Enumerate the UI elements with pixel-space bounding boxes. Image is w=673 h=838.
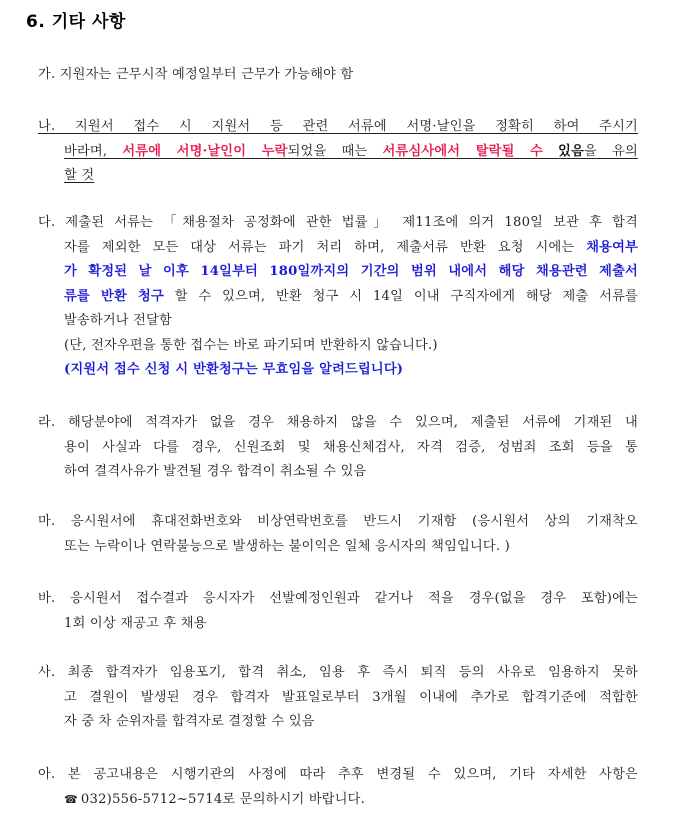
item-ma bbox=[38, 510, 638, 559]
item-na-emphasis: 있음 bbox=[558, 143, 585, 159]
item-da-note: (단, 전자우편을 통한 접수는 바로 파기되며 반환하지 않습니다.) bbox=[64, 337, 438, 353]
item-ba-line-2: 1회 이상 재공고 후 채용 bbox=[64, 615, 207, 631]
item-na bbox=[38, 115, 638, 189]
telephone-icon: ☎ bbox=[64, 792, 78, 806]
item-ma-line-2: 또는 누락이나 연락불능으로 발생하는 불이익은 일체 응시자의 책임입니다. ) bbox=[64, 538, 510, 554]
missing-signature-warning: 서류에 서명·날인이 누락 bbox=[122, 143, 288, 159]
item-na-line-1: 나. 지원서 접수 시 지원서 등 관련 서류에 서명·날인을 정확히 하여 주시기 bbox=[38, 119, 638, 134]
item-a-line-2 bbox=[38, 788, 638, 813]
item-ra-line-3: 하여 결격사유가 발견될 경우 합격이 취소될 수 있음 bbox=[64, 464, 367, 479]
item-na-space bbox=[543, 144, 558, 159]
item-ga bbox=[38, 63, 638, 88]
item-da-text: 할 수 있으며, 반환 청구 시 14일 이내 구직자에게 해당 제출 서류를 bbox=[163, 288, 638, 304]
item-sa-line-3: 자 중 차 순위자를 합격자로 결정할 수 있음 bbox=[64, 714, 315, 729]
item-a bbox=[38, 763, 638, 812]
item-da-line-3: 가 확정된 날 이후 14일부터 180일까지의 기간의 범위 내에서 해당 채용관련 제출서 bbox=[64, 264, 638, 279]
item-da-notice: (지원서 접수 신청 시 반환청구는 무효임을 알려드립니다) bbox=[64, 362, 404, 377]
contact-phone-text: 032)556-5712~5714로 문의하시기 바랍니다. bbox=[80, 791, 365, 807]
rejection-warning: 서류심사에서 탈락될 수 bbox=[382, 143, 544, 159]
item-na-text: 되었을 때는 bbox=[287, 143, 383, 159]
item-ra-line-2: 용이 사실과 다를 경우, 신원조회 및 채용신체검사, 자격 검증, 성범죄 조회 등을 통 bbox=[64, 439, 638, 455]
item-da bbox=[38, 211, 638, 383]
item-da-line-4 bbox=[38, 285, 638, 310]
item-ba bbox=[38, 587, 638, 636]
item-da-line-2 bbox=[38, 236, 638, 261]
item-sa-line-1: 사. 최종 합격자가 임용포기, 합격 취소, 임용 후 즉시 퇴직 등의 사유로 임용하지 못하 bbox=[38, 665, 638, 680]
item-ga-line-1: 가. 지원자는 근무시작 예정일부터 근무가 가능해야 함 bbox=[38, 67, 354, 82]
item-na-text: 바라며, bbox=[64, 143, 123, 159]
item-da-text: 자를 제외한 모든 대상 서류는 파기 처리 하며, 제출서류 반환 요청 시에는 bbox=[64, 239, 587, 255]
item-na-text: 을 유의 bbox=[584, 143, 638, 159]
item-sa bbox=[38, 661, 638, 735]
item-na-line-3: 할 것 bbox=[64, 168, 95, 183]
item-na-line-2 bbox=[38, 140, 638, 165]
item-da-line-5: 발송하거나 전달함 bbox=[64, 313, 172, 328]
item-ma-line-1: 마. 응시원서에 휴대전화번호와 비상연락번호를 반드시 기재함 (응시원서 상의 기재착오 bbox=[38, 514, 638, 529]
item-ba-line-1: 바. 응시원서 접수결과 응시자가 선발예정인원과 같거나 적을 경우(없을 경우 포함)에는 bbox=[38, 591, 638, 606]
item-da-line-1: 다. 제출된 서류는 「채용절차 공정화에 관한 법률」 제11조에 의거 180일 보관 후 합격 bbox=[38, 215, 638, 230]
item-sa-line-2: 고 결원이 발생된 경우 합격자 발표일로부터 3개월 이내에 추가로 합격기준에 적합한 bbox=[64, 689, 638, 705]
return-request-emphasis: 류를 반환 청구 bbox=[64, 288, 164, 304]
item-a-line-1: 아. 본 공고내용은 시행기관의 사정에 따라 추후 변경될 수 있으며, 기타 자세한 사항은 bbox=[38, 767, 638, 782]
item-ra bbox=[38, 411, 638, 485]
item-ra-line-1: 라. 해당분야에 적격자가 없을 경우 채용하지 않을 수 있으며, 제출된 서류에 기재된 내 bbox=[38, 415, 638, 430]
return-period-emphasis: 채용여부 bbox=[586, 239, 638, 255]
section-heading: 6. 기타 사항 bbox=[26, 12, 126, 32]
